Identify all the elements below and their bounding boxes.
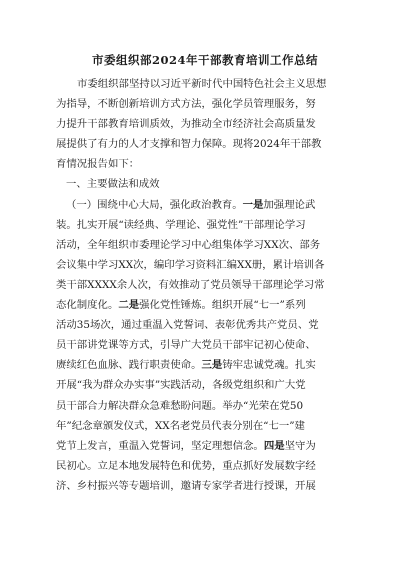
text-line: 年”纪念章颁发仪式，XX名老党员代表分别在“七一”建 bbox=[56, 419, 305, 432]
text-line bbox=[56, 195, 354, 215]
body-paragraph bbox=[56, 195, 354, 496]
text-segment: 加强理论武 bbox=[263, 198, 316, 211]
text-line: 展提供了有力的人才支撑和智力保障。现将2024年干部教 bbox=[56, 138, 322, 151]
text-line: 会议集中学习XX次，编印学习资料汇编XX册，累计培训各 bbox=[56, 258, 325, 271]
text-line: 育情况报告如下： bbox=[56, 158, 140, 171]
text-line: 活动35场次，通过重温入党誓词、表彰优秀共产党员、党 bbox=[56, 319, 319, 332]
highlight-text: 二是 bbox=[118, 299, 140, 312]
highlight-text: 一是 bbox=[242, 198, 264, 211]
text-line: 装。扎实开展“读经典、学理论、强党性”干部理论学习 bbox=[56, 218, 306, 231]
highlight-text: 三是 bbox=[201, 359, 223, 372]
text-line: 力提升干部教育培训质效，为推动全市经济社会高质量发 bbox=[56, 118, 316, 131]
text-line: 员干部讲党课等方式，引导广大党员干部牢记初心使命、 bbox=[56, 339, 316, 352]
text-line: 市委组织部坚持以习近平新时代中国特色社会主义思想 bbox=[77, 78, 327, 90]
section-heading: 一、主要做法和成效 bbox=[66, 178, 160, 191]
text-line: 为指导，不断创新培训方式方法，强化学员管理服务，努 bbox=[56, 98, 316, 111]
text-line: 民初心。立足本地发展特色和优势，重点抓好发展数字经 bbox=[56, 459, 316, 472]
text-line: 济、乡村振兴等专题培训，邀请专家学者进行授课，开展 bbox=[56, 479, 316, 492]
text-line: 活动，全年组织市委理论学习中心组集体学习XX次、部务 bbox=[56, 238, 321, 251]
text-segment: 强化党性锤炼。组织开展“七一”系列 bbox=[139, 299, 306, 312]
text-segment: （一）围绕中心大局，强化政治教育。 bbox=[66, 198, 243, 211]
text-segment: 赓续红色血脉、践行职责使命。 bbox=[56, 359, 202, 372]
text-segment: 态化制度化。 bbox=[56, 299, 119, 312]
text-line bbox=[56, 436, 354, 456]
text-line bbox=[56, 355, 354, 375]
text-line: 员干部合力解决群众急难愁盼问题。举办“光荣在党50 bbox=[56, 399, 304, 412]
intro-paragraph bbox=[56, 74, 354, 174]
text-line: 类干部XXXX余人次，有效推动了党员领导干部理论学习常 bbox=[56, 278, 325, 291]
text-line: 开展“我为群众办实事”实践活动，各级党组织和广大党 bbox=[56, 379, 306, 392]
text-segment: 党节上发言，重温入党誓词，坚定理想信念。 bbox=[56, 439, 264, 452]
text-segment: 坚守为 bbox=[284, 439, 316, 452]
text-segment: 铸牢忠诚党魂。扎实 bbox=[222, 359, 316, 372]
text-line bbox=[56, 295, 354, 315]
document-body bbox=[56, 74, 354, 496]
highlight-text: 四是 bbox=[263, 439, 285, 452]
document-title: 市委组织部2024年干部教育培训工作总结 bbox=[91, 53, 318, 67]
